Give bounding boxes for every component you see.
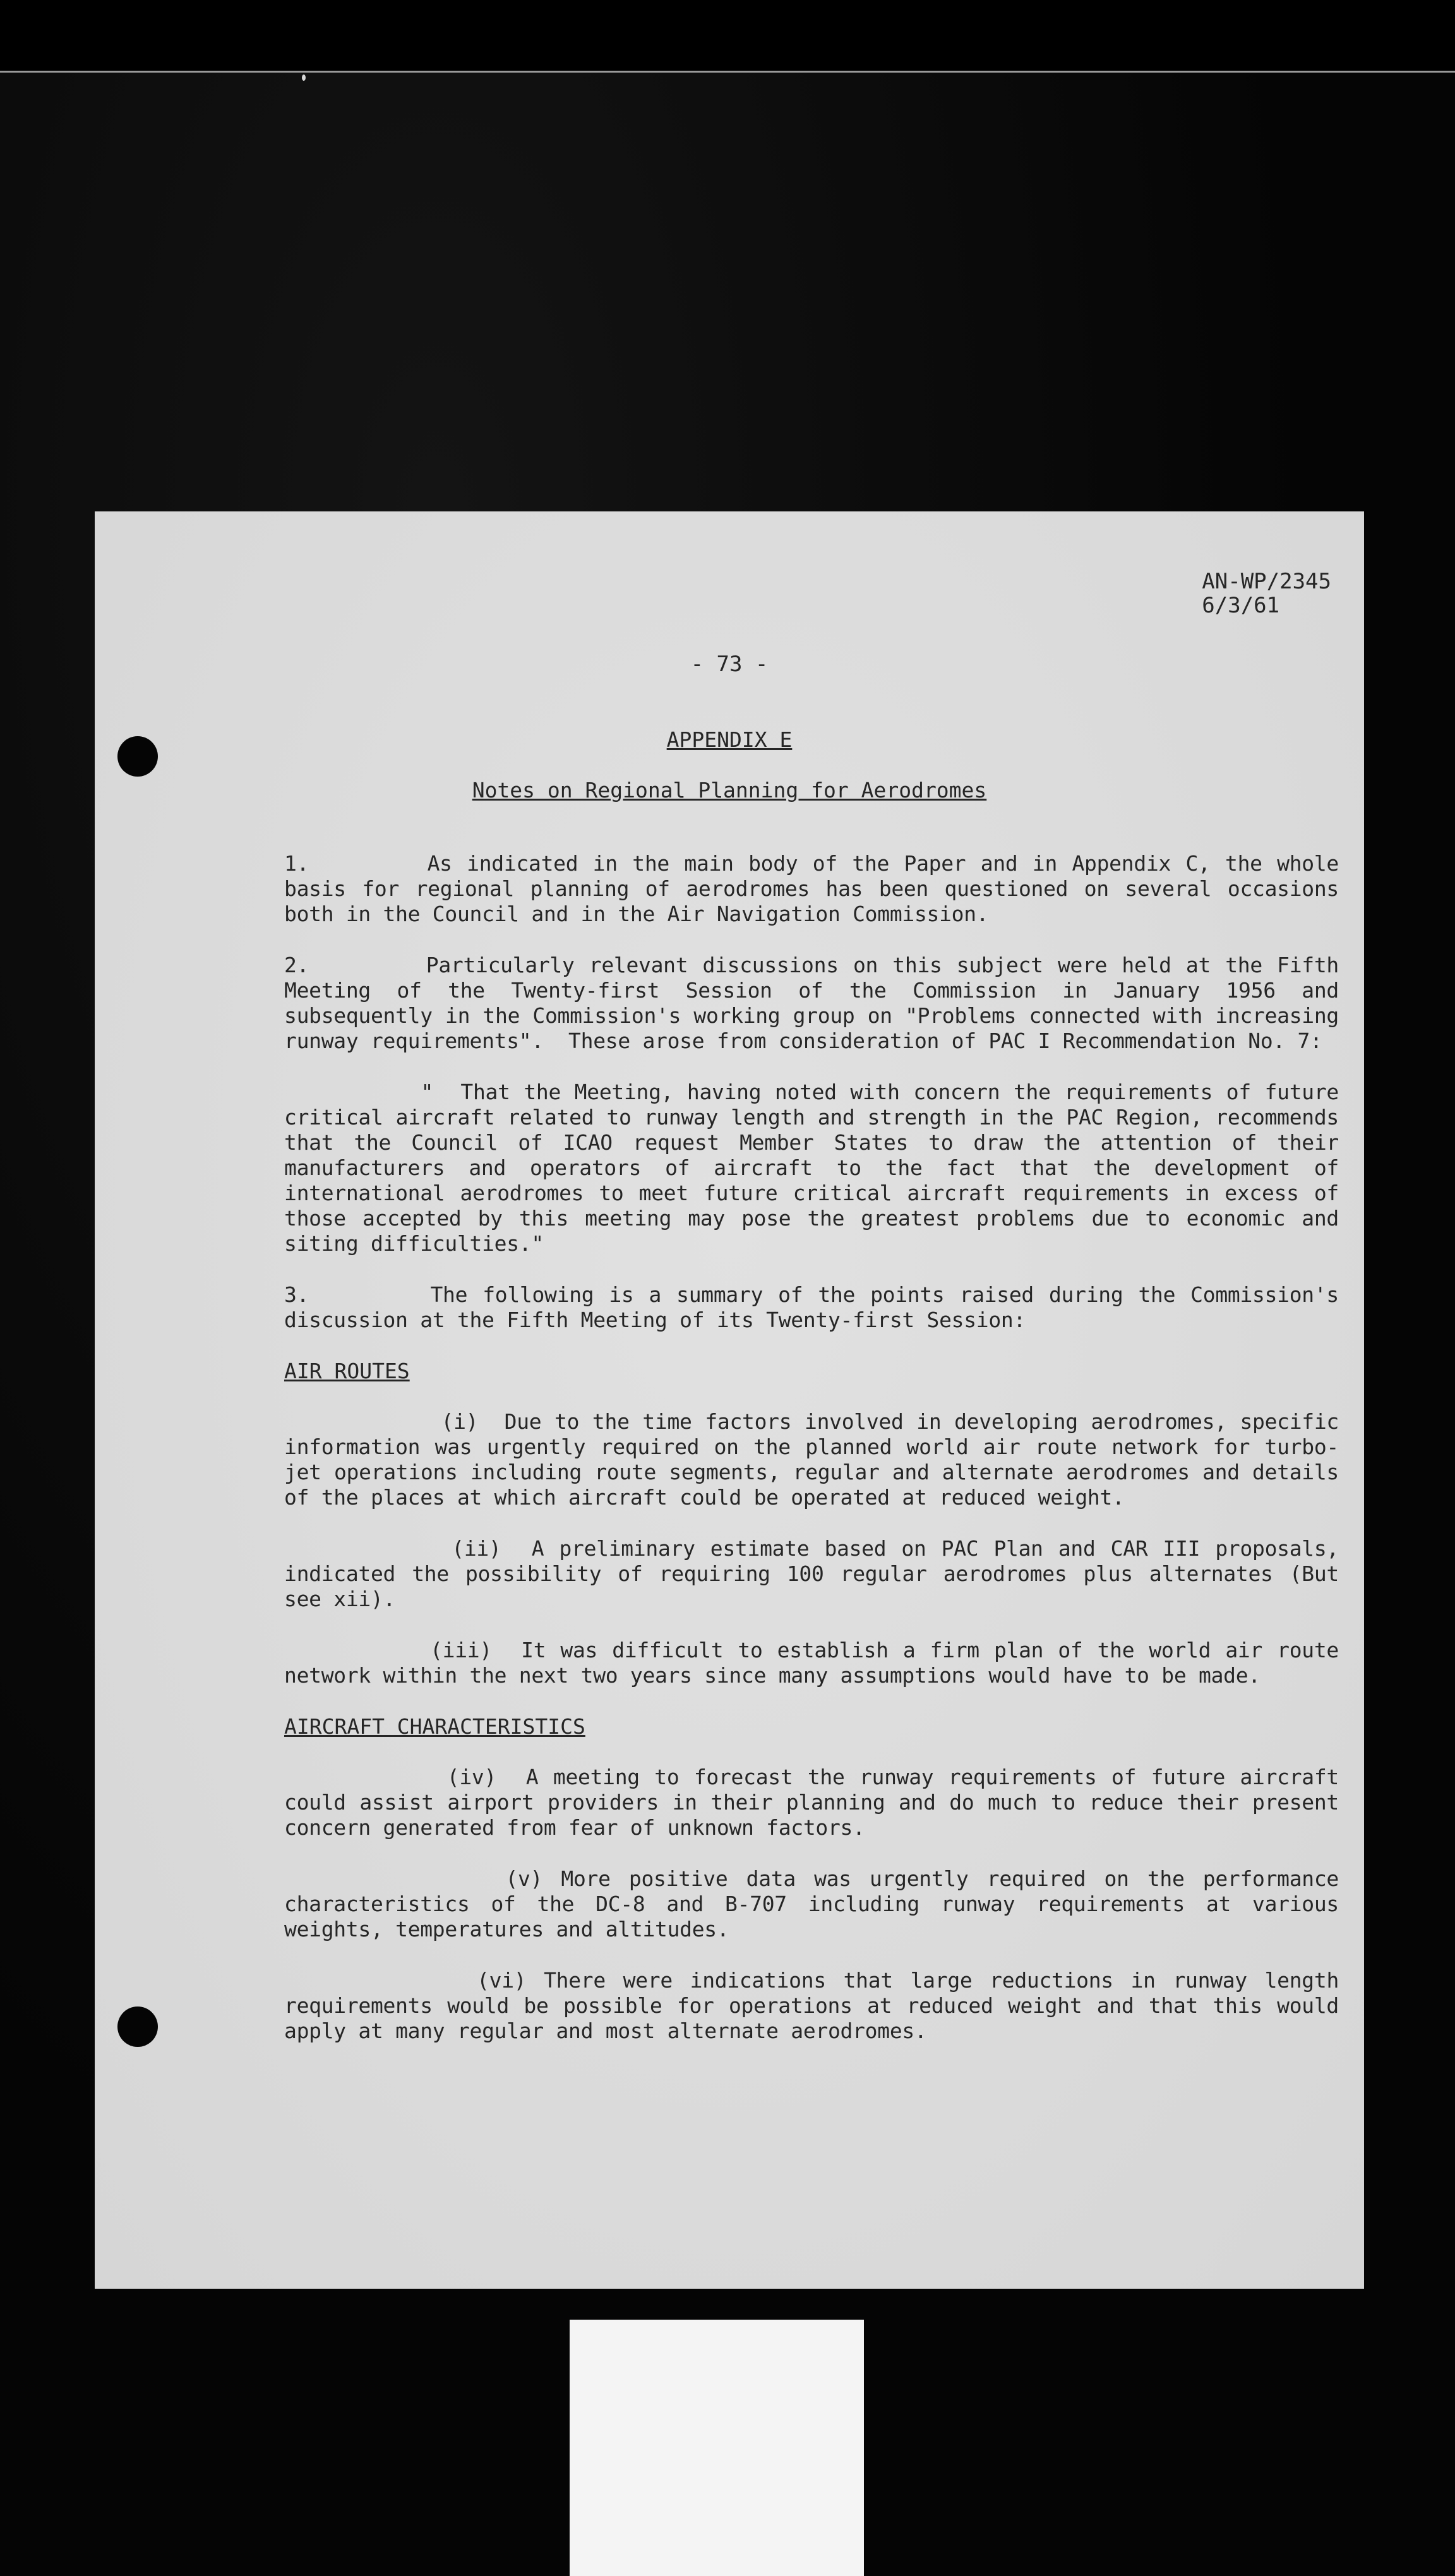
paragraph-3: 3. The following is a summary of the points raised during the Commission's discussion at the Fifth Meeting of its Twenty-first Session:: [284, 1282, 1351, 1332]
list-item: (ii) A preliminary estimate based on PAC Plan and CAR III proposals, indicated the possibility of requiring 100 regular aerodromes plus alternates (But see xii).: [284, 1536, 1351, 1611]
list-item: (iv) A meeting to forecast the runway requirements of future aircraft could assist airport providers in their planning and do much to reduce their present concern generated from fear of unknown factors.: [284, 1765, 1351, 1840]
list-item: (vi) There were indications that large reductions in runway length requirements would be possible for operations at reduced weight and that this would apply at many regular and most alternate aerodromes.: [284, 1968, 1351, 2043]
appendix-title: APPENDIX E: [666, 727, 793, 752]
paragraph-1: 1. As indicated in the main body of the Paper and in Appendix C, the whole basis for regional planning of aerodromes has been questioned on several occasions both in the Council and in the Air Navigation Commission.: [284, 851, 1351, 926]
document-sheet: [95, 511, 1364, 2289]
list-item: (v) More positive data was urgently required on the performance characteristics of the DC-8 and B-707 including runway requirements at various weights, temperatures and altitudes.: [284, 1866, 1351, 1941]
section-heading-air-routes: AIR ROUTES: [284, 1359, 410, 1383]
section-heading-aircraft-characteristics: AIRCRAFT CHARACTERISTICS: [284, 1714, 585, 1739]
film-label-tab: [570, 2320, 864, 2576]
page-number: - 73 -: [690, 652, 769, 677]
film-top-band: [0, 0, 1455, 71]
film-edge-rule: [0, 71, 1455, 73]
paragraph-2: 2. Particularly relevant discussions on this subject were held at the Fifth Meeting of the Twenty-first Session of the Commission in January 1956 and subsequently in the Commission's working group on "Problems connected with increasing runway requirements". These arose from consideration of PAC I Recommendation No. 7:: [284, 953, 1351, 1053]
doc-number: AN-WP/2345: [1202, 569, 1331, 594]
dust-speck: [302, 75, 306, 81]
list-item: (i) Due to the time factors involved in developing aerodromes, specific information was urgently required on the planned world air route network for turbo-jet operations including route segments, regular and alternate aerodromes and details of the places at which aircraft could be operated at reduced weight.: [284, 1409, 1351, 1510]
doc-date: 6/3/61: [1202, 593, 1280, 618]
document-reference: [1202, 569, 1331, 617]
document-body: [284, 851, 1351, 2070]
list-item: (iii) It was difficult to establish a firm plan of the world air route network within the next two years since many assumptions would have to be made.: [284, 1638, 1351, 1688]
appendix-subtitle: Notes on Regional Planning for Aerodromes: [472, 778, 987, 802]
punch-hole-bottom: [117, 2007, 158, 2047]
quoted-recommendation: " That the Meeting, having noted with concern the requirements of future critical aircraft related to runway length and strength in the PAC Region, recommends that the Council of ICAO request Member States to draw the attention of their manufacturers and operators of aircraft to the fact that the development of international aerodromes to meet future critical aircraft requirements in excess of those accepted by this meeting may pose the greatest problems due to economic and siting difficulties.": [284, 1080, 1351, 1256]
